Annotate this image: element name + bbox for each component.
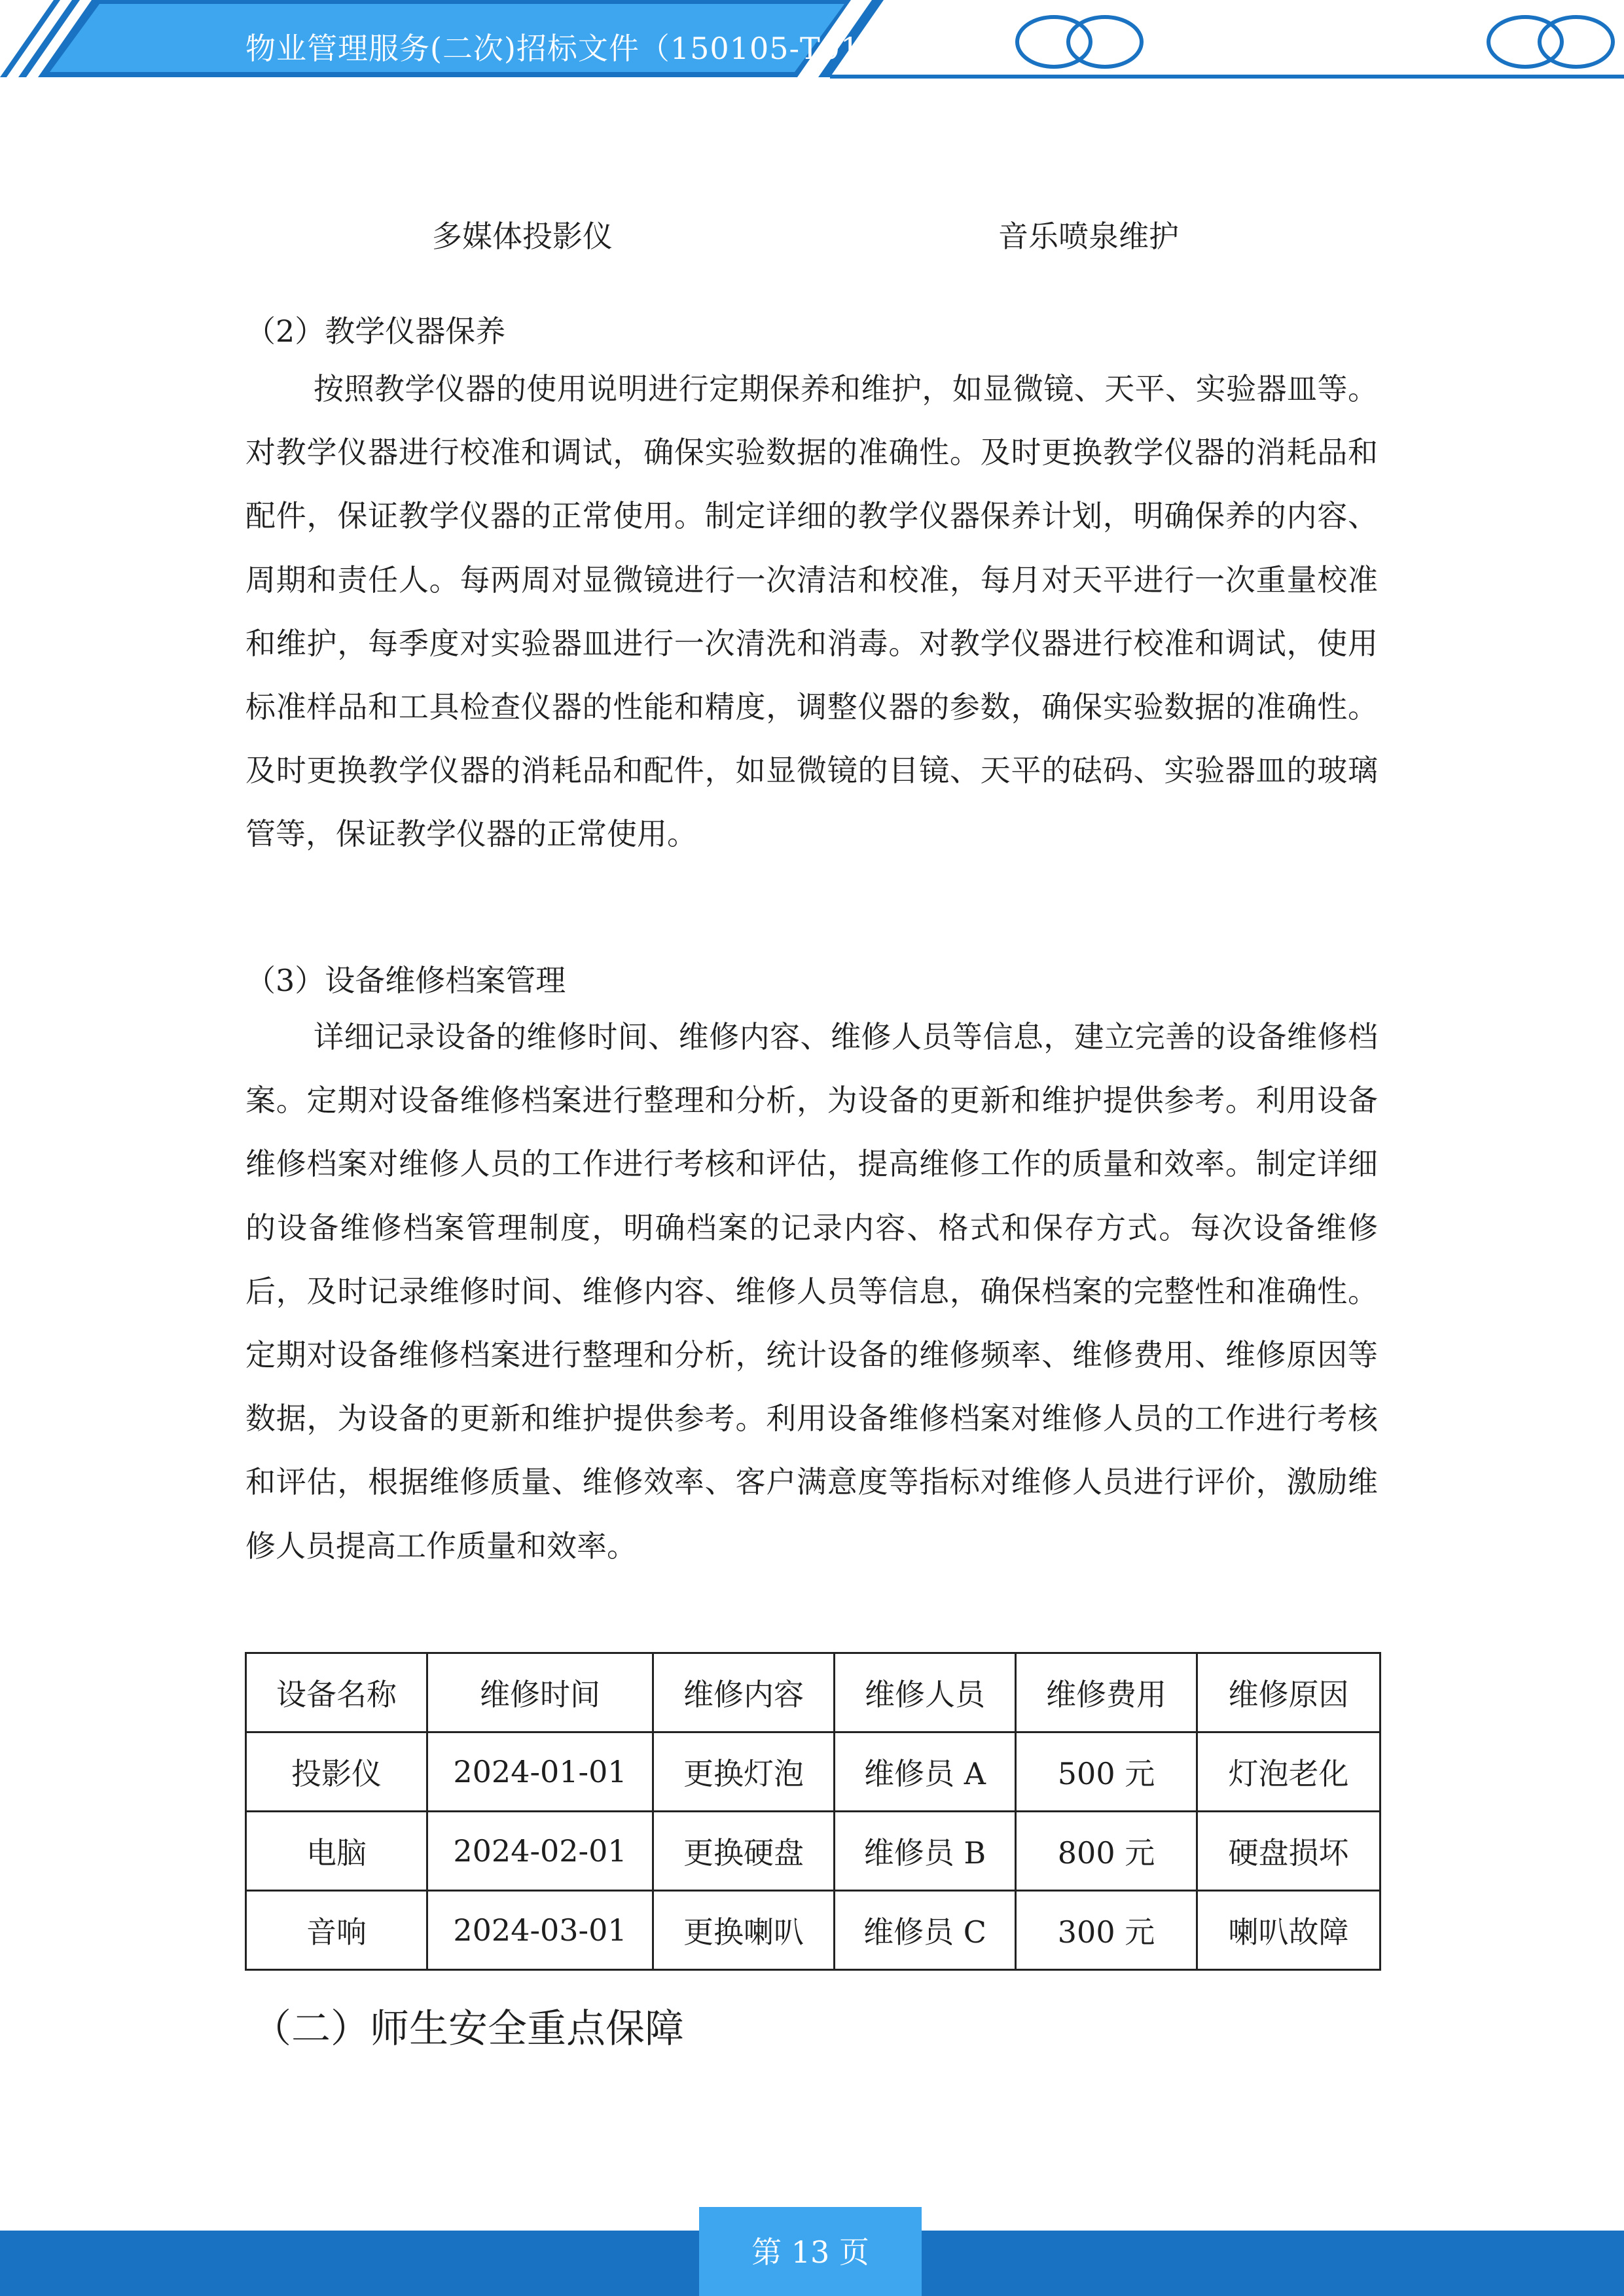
table-cell: 维修员 C: [835, 1891, 1016, 1970]
table-cell: 800 元: [1016, 1812, 1197, 1891]
table-cell: 500 元: [1016, 1732, 1197, 1812]
table-cell: 更换硬盘: [653, 1812, 835, 1891]
table-header-row: [246, 1653, 1380, 1732]
document-title: 物业管理服务(二次)招标文件（150105-T01: [245, 31, 861, 66]
double-ring-logo-icon: [1017, 17, 1142, 67]
page-number: 第 13 页: [751, 2234, 869, 2270]
table-header-cell: 维修人员: [835, 1653, 1016, 1732]
table-cell: 维修员 A: [835, 1732, 1016, 1812]
caption-fountain: 音乐喷泉维护: [998, 219, 1179, 254]
paragraph-repair-records: 详细记录设备的维修时间、维修内容、维修人员等信息，建立完善的设备维修档案。定期对设备维修档案进行整理和分析，为设备的更新和维护提供参考。利用设备维修档案对维修人员的工作进行考核和评估，提高维修工作的质量和效率。制定详细的设备维修档案管理制度，明确档案的记录内容、格式和保存方式。每次设备维修后，及时记录维修时间、维修内容、维修人员等信息，确保档案的完整性和准确性。定期对设备维修档案进行整理和分析，统计设备的维修频率、维修费用、维修原因等数据，为设备的更新和维护提供参考。利用设备维修档案对维修人员的工作进行考核和评估，根据维修质量、维修效率、客户满意度等指标对维修人员进行评价，激励维修人员提高工作质量和效率。: [245, 1019, 1378, 1564]
table-cell: 2024-01-01: [427, 1732, 653, 1812]
table-cell: 音响: [246, 1891, 427, 1970]
table-header-cell: 维修费用: [1016, 1653, 1197, 1732]
repair-records-table: [245, 1652, 1381, 1971]
page-header: [0, 0, 1624, 82]
header-baseline: [830, 75, 1624, 79]
table-header-cell: 维修内容: [653, 1653, 835, 1732]
table-header-cell: 维修时间: [427, 1653, 653, 1732]
table-header-cell: 维修原因: [1197, 1653, 1380, 1732]
heading-instrument-maintenance: （2）教学仪器保养: [245, 314, 506, 349]
table-header-cell: 设备名称: [246, 1653, 427, 1732]
table-cell: 2024-03-01: [427, 1891, 653, 1970]
table-cell: 300 元: [1016, 1891, 1197, 1970]
table-cell: 硬盘损坏: [1197, 1812, 1380, 1891]
heading-safety-assurance: （二）师生安全重点保障: [252, 2006, 684, 2052]
heading-repair-records: （3）设备维修档案管理: [245, 963, 566, 998]
table-cell: 维修员 B: [835, 1812, 1016, 1891]
table-cell: 投影仪: [246, 1732, 427, 1812]
table-cell: 喇叭故障: [1197, 1891, 1380, 1970]
table-cell: 电脑: [246, 1812, 427, 1891]
table-cell: 2024-02-01: [427, 1812, 653, 1891]
table-cell: 更换喇叭: [653, 1891, 835, 1970]
table-row: [246, 1732, 1380, 1812]
paragraph-instrument-maintenance: 按照教学仪器的使用说明进行定期保养和维护，如显微镜、天平、实验器皿等。对教学仪器进行校准和调试，确保实验数据的准确性。及时更换教学仪器的消耗品和配件，保证教学仪器的正常使用。制定详细的教学仪器保养计划，明确保养的内容、周期和责任人。每两周对显微镜进行一次清洁和校准，每月对天平进行一次重量校准和维护，每季度对实验器皿进行一次清洗和消毒。对教学仪器进行校准和调试，使用标准样品和工具检查仪器的性能和精度，调整仪器的参数，确保实验数据的准确性。及时更换教学仪器的消耗品和配件，如显微镜的目镜、天平的砝码、实验器皿的玻璃管等，保证教学仪器的正常使用。: [245, 371, 1378, 852]
table-cell: 更换灯泡: [653, 1732, 835, 1812]
table-row: [246, 1891, 1380, 1970]
double-ring-logo-right-icon: [1489, 17, 1613, 67]
table-cell: 灯泡老化: [1197, 1732, 1380, 1812]
table-row: [246, 1812, 1380, 1891]
caption-projector: 多媒体投影仪: [432, 219, 613, 254]
